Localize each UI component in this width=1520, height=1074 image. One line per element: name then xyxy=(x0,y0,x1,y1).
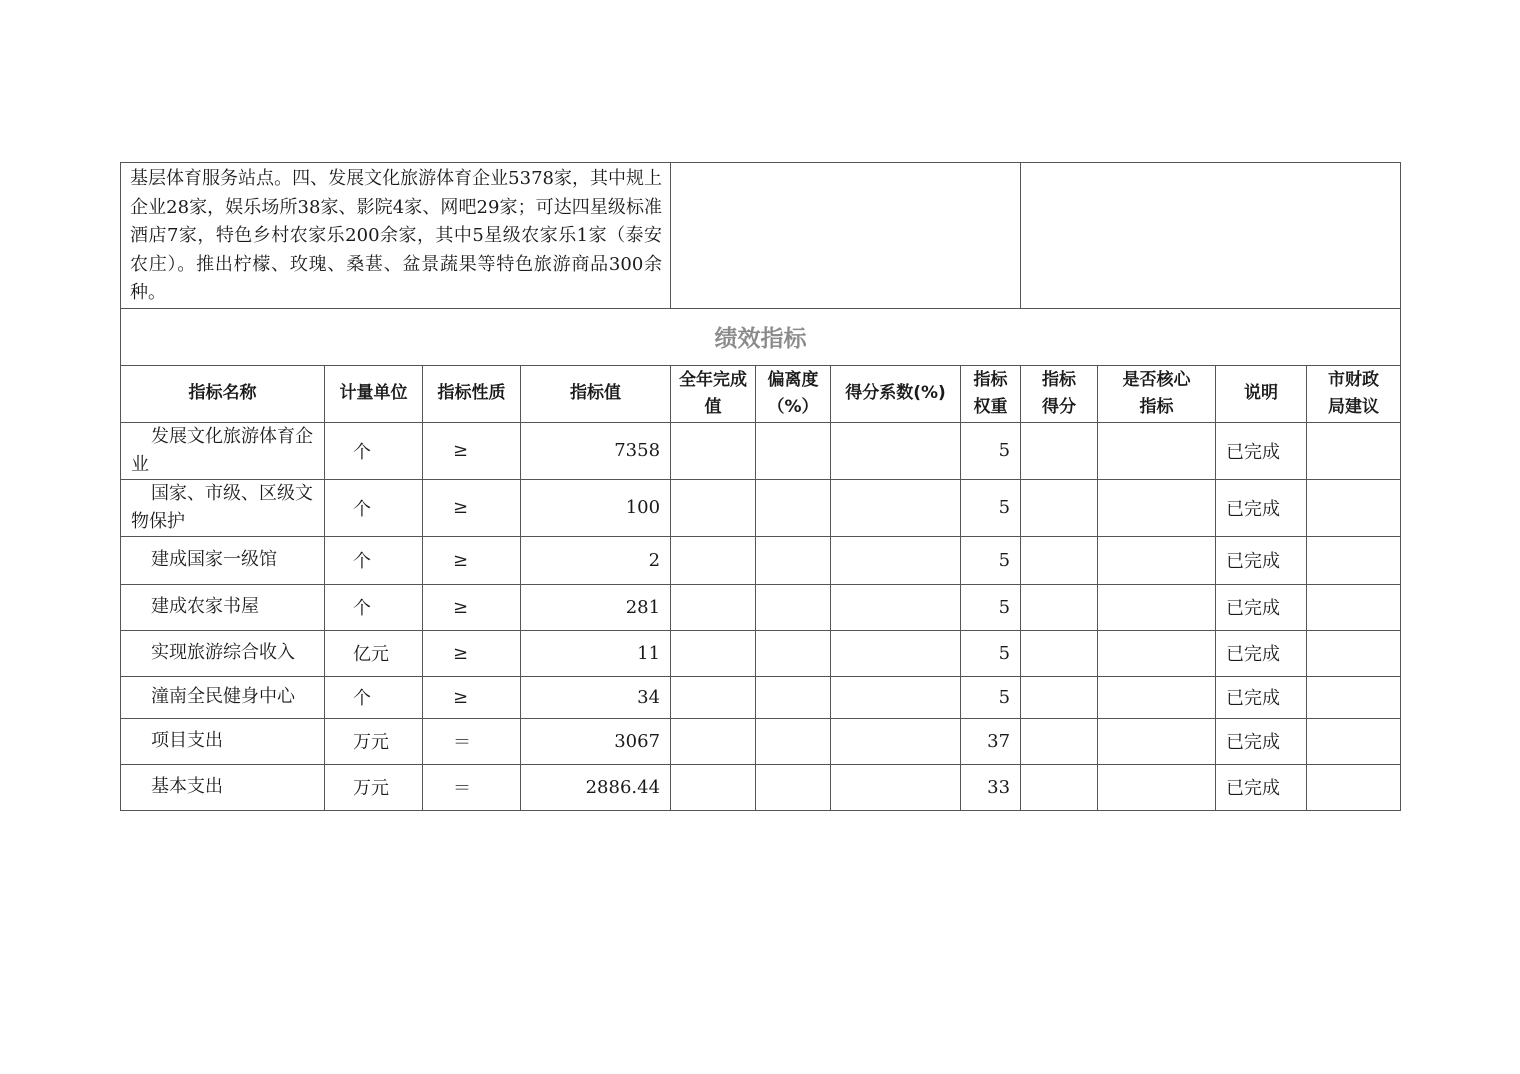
top-text-row xyxy=(121,163,1401,309)
deviation-cell xyxy=(756,630,831,676)
suggestion-cell xyxy=(1307,676,1401,718)
table-row xyxy=(121,479,1401,536)
completed-cell xyxy=(671,584,756,630)
coefficient-cell xyxy=(831,630,961,676)
weight-cell: 37 xyxy=(961,718,1021,764)
completed-cell xyxy=(671,718,756,764)
deviation-cell xyxy=(756,422,831,479)
header-weight: 指标权重 xyxy=(961,365,1021,422)
value-cell: 2 xyxy=(521,536,671,584)
value-cell: 281 xyxy=(521,584,671,630)
weight-cell: 5 xyxy=(961,479,1021,536)
score-cell xyxy=(1021,764,1098,810)
weight-cell: 33 xyxy=(961,764,1021,810)
header-core: 是否核心指标 xyxy=(1098,365,1216,422)
nature-cell: ≥ xyxy=(423,584,521,630)
top-description: 基层体育服务站点。四、发展文化旅游体育企业5378家，其中规上企业28家，娱乐场所38家、影院4家、网吧29家；可达四星级标准酒店7家，特色乡村农家乐200余家，其中5星级农家乐1家（泰安农庄）。推出柠檬、玫瑰、桑葚、盆景蔬果等特色旅游商品300余种。 xyxy=(121,163,671,309)
nature-cell: ≥ xyxy=(423,479,521,536)
note-cell: 已完成 xyxy=(1216,718,1307,764)
suggestion-cell xyxy=(1307,630,1401,676)
deviation-cell xyxy=(756,718,831,764)
note-cell: 已完成 xyxy=(1216,536,1307,584)
suggestion-cell xyxy=(1307,718,1401,764)
weight-cell: 5 xyxy=(961,422,1021,479)
indicator-name-cell: 建成农家书屋 xyxy=(121,584,325,630)
coefficient-cell xyxy=(831,676,961,718)
header-suggestion: 市财政局建议 xyxy=(1307,365,1401,422)
coefficient-cell xyxy=(831,718,961,764)
unit-cell: 个 xyxy=(325,422,423,479)
suggestion-cell xyxy=(1307,536,1401,584)
score-cell xyxy=(1021,584,1098,630)
nature-cell: ＝ xyxy=(423,764,521,810)
note-cell: 已完成 xyxy=(1216,422,1307,479)
completed-cell xyxy=(671,536,756,584)
table-row xyxy=(121,718,1401,764)
core-cell xyxy=(1098,536,1216,584)
nature-cell: ≥ xyxy=(423,536,521,584)
note-cell: 已完成 xyxy=(1216,630,1307,676)
score-cell xyxy=(1021,536,1098,584)
core-cell xyxy=(1098,676,1216,718)
indicator-name-cell: 基本支出 xyxy=(121,764,325,810)
unit-cell: 万元 xyxy=(325,718,423,764)
nature-cell: ≥ xyxy=(423,676,521,718)
suggestion-cell xyxy=(1307,422,1401,479)
suggestion-cell xyxy=(1307,584,1401,630)
performance-table xyxy=(120,162,1401,811)
deviation-cell xyxy=(756,479,831,536)
unit-cell: 个 xyxy=(325,536,423,584)
section-title: 绩效指标 xyxy=(121,308,1401,365)
nature-cell: ≥ xyxy=(423,422,521,479)
header-completed: 全年完成值 xyxy=(671,365,756,422)
score-cell xyxy=(1021,630,1098,676)
completed-cell xyxy=(671,764,756,810)
note-cell: 已完成 xyxy=(1216,764,1307,810)
coefficient-cell xyxy=(831,764,961,810)
nature-cell: ＝ xyxy=(423,718,521,764)
value-cell: 2886.44 xyxy=(521,764,671,810)
core-cell xyxy=(1098,764,1216,810)
weight-cell: 5 xyxy=(961,676,1021,718)
completed-cell xyxy=(671,479,756,536)
section-title-row xyxy=(121,308,1401,365)
deviation-cell xyxy=(756,536,831,584)
header-note: 说明 xyxy=(1216,365,1307,422)
core-cell xyxy=(1098,479,1216,536)
coefficient-cell xyxy=(831,422,961,479)
unit-cell: 个 xyxy=(325,676,423,718)
score-cell xyxy=(1021,718,1098,764)
indicator-name-cell: 建成国家一级馆 xyxy=(121,536,325,584)
completed-cell xyxy=(671,630,756,676)
suggestion-cell xyxy=(1307,764,1401,810)
core-cell xyxy=(1098,718,1216,764)
deviation-cell xyxy=(756,676,831,718)
top-empty-cell-1 xyxy=(671,163,1021,309)
top-empty-cell-2 xyxy=(1021,163,1401,309)
coefficient-cell xyxy=(831,536,961,584)
core-cell xyxy=(1098,422,1216,479)
unit-cell: 个 xyxy=(325,479,423,536)
value-cell: 34 xyxy=(521,676,671,718)
value-cell: 3067 xyxy=(521,718,671,764)
table-row xyxy=(121,764,1401,810)
score-cell xyxy=(1021,676,1098,718)
indicator-name-cell: 项目支出 xyxy=(121,718,325,764)
weight-cell: 5 xyxy=(961,630,1021,676)
unit-cell: 个 xyxy=(325,584,423,630)
nature-cell: ≥ xyxy=(423,630,521,676)
deviation-cell xyxy=(756,584,831,630)
note-cell: 已完成 xyxy=(1216,584,1307,630)
unit-cell: 亿元 xyxy=(325,630,423,676)
coefficient-cell xyxy=(831,479,961,536)
score-cell xyxy=(1021,422,1098,479)
weight-cell: 5 xyxy=(961,536,1021,584)
table-row xyxy=(121,630,1401,676)
value-cell: 7358 xyxy=(521,422,671,479)
unit-cell: 万元 xyxy=(325,764,423,810)
table-row xyxy=(121,536,1401,584)
note-cell: 已完成 xyxy=(1216,479,1307,536)
score-cell xyxy=(1021,479,1098,536)
indicator-name-cell: 实现旅游综合收入 xyxy=(121,630,325,676)
header-score: 指标得分 xyxy=(1021,365,1098,422)
indicator-name-cell: 国家、市级、区级文物保护 xyxy=(121,479,325,536)
value-cell: 100 xyxy=(521,479,671,536)
indicator-name-cell: 发展文化旅游体育企业 xyxy=(121,422,325,479)
header-row xyxy=(121,365,1401,422)
header-indicator-name: 指标名称 xyxy=(121,365,325,422)
core-cell xyxy=(1098,630,1216,676)
note-cell: 已完成 xyxy=(1216,676,1307,718)
header-deviation: 偏离度（%） xyxy=(756,365,831,422)
suggestion-cell xyxy=(1307,479,1401,536)
table-row xyxy=(121,584,1401,630)
completed-cell xyxy=(671,422,756,479)
table-row xyxy=(121,422,1401,479)
deviation-cell xyxy=(756,764,831,810)
coefficient-cell xyxy=(831,584,961,630)
header-coefficient: 得分系数(%) xyxy=(831,365,961,422)
indicator-name-cell: 潼南全民健身中心 xyxy=(121,676,325,718)
document-page xyxy=(120,162,1400,811)
header-value: 指标值 xyxy=(521,365,671,422)
table-row xyxy=(121,676,1401,718)
completed-cell xyxy=(671,676,756,718)
weight-cell: 5 xyxy=(961,584,1021,630)
header-unit: 计量单位 xyxy=(325,365,423,422)
value-cell: 11 xyxy=(521,630,671,676)
core-cell xyxy=(1098,584,1216,630)
header-nature: 指标性质 xyxy=(423,365,521,422)
